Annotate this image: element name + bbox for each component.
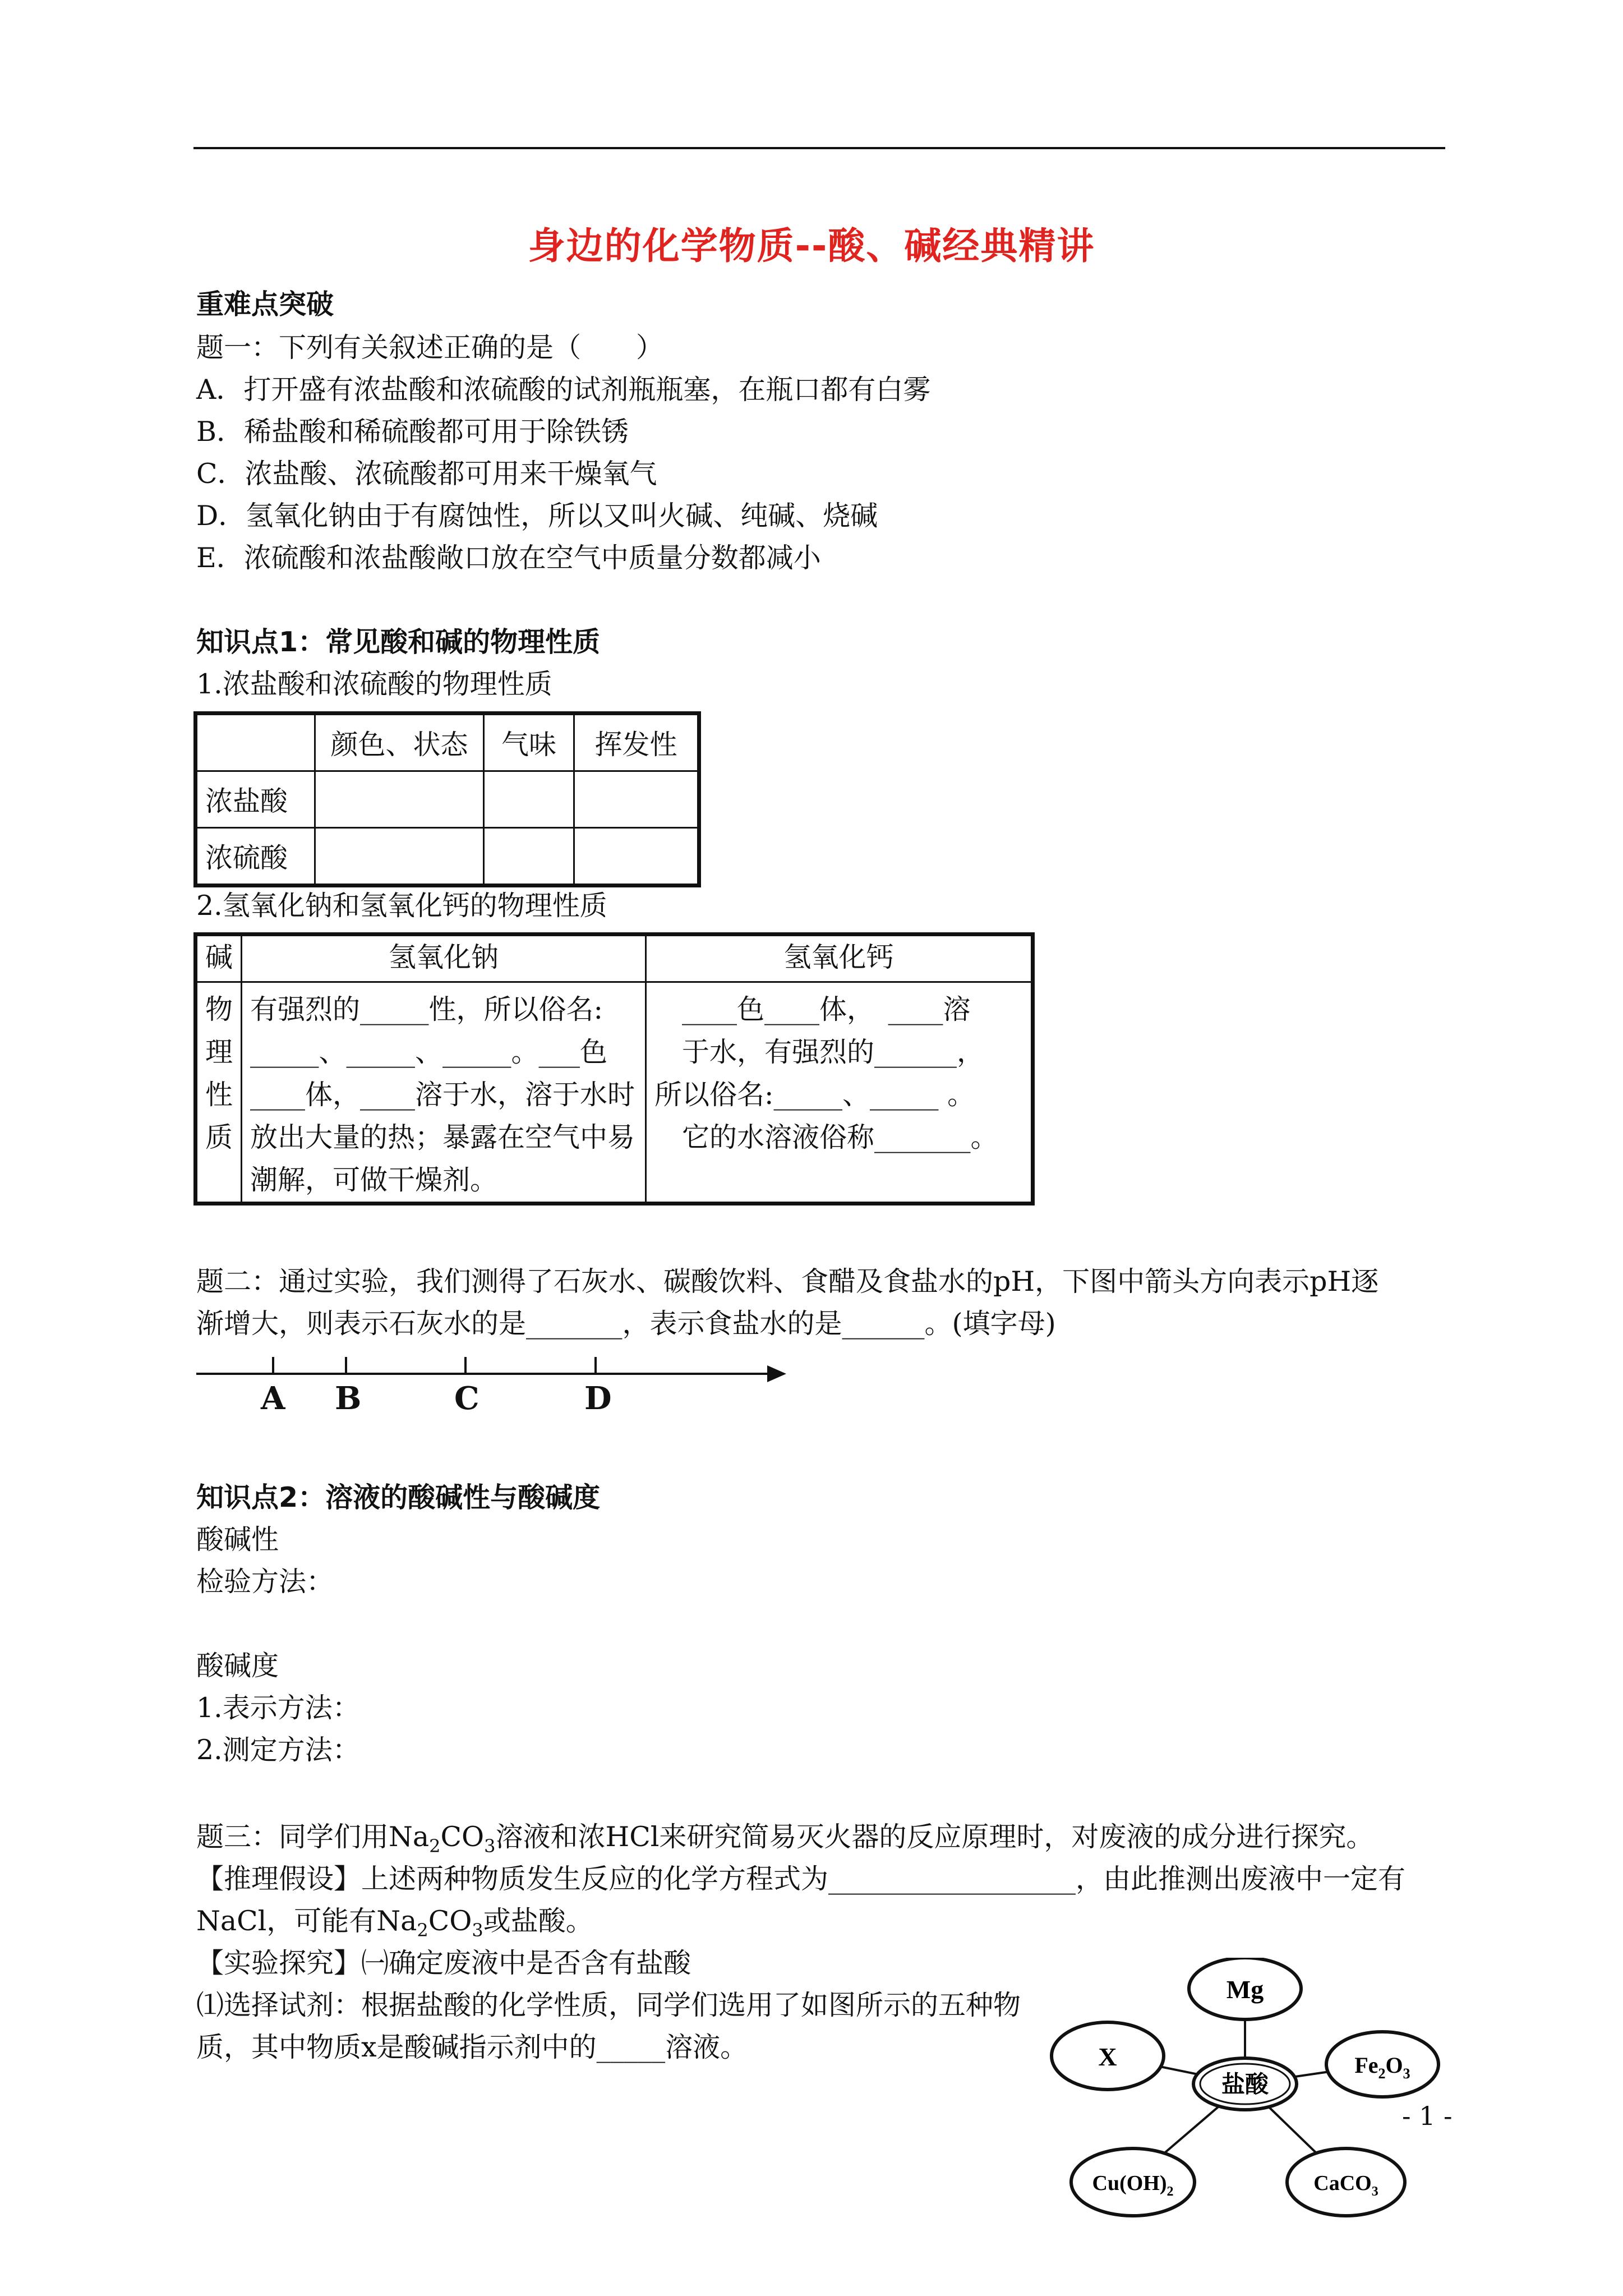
row-label-char: 理 bbox=[205, 1036, 233, 1068]
table-row bbox=[196, 828, 699, 886]
q1-option-e: E．浓硫酸和浓盐酸敞口放在空气中质量分数都减小 bbox=[196, 542, 821, 574]
row-label: 浓硫酸 bbox=[196, 828, 315, 886]
text: 溶液和浓HCl来研究简易灭火器的反应原理时，对废液的成分进行探究。 bbox=[495, 1821, 1374, 1853]
axis-tick bbox=[464, 1357, 467, 1374]
acid-properties-table bbox=[193, 711, 701, 887]
table-header: 挥发性 bbox=[574, 714, 699, 771]
axis-label-a: A bbox=[261, 1380, 285, 1417]
table-row bbox=[196, 982, 1033, 1204]
kp2-l1: 酸碱性 bbox=[196, 1524, 279, 1556]
q1-option-d: D．氢氧化钠由于有腐蚀性，所以又叫火碱、纯碱、烧碱 bbox=[196, 500, 878, 532]
table-cell bbox=[315, 828, 484, 886]
table-header: 氢氧化钙 bbox=[646, 935, 1033, 982]
table-header: 颜色、状态 bbox=[315, 714, 484, 771]
table-cell bbox=[574, 828, 699, 886]
table-header: 碱 bbox=[196, 935, 242, 982]
text-line: 有强烈的_____性，所以俗名: bbox=[250, 993, 603, 1025]
axis-tick bbox=[272, 1357, 274, 1374]
row-label-char: 质 bbox=[205, 1121, 233, 1153]
row-label: 浓盐酸 bbox=[196, 771, 315, 828]
naoh-cell bbox=[242, 982, 646, 1204]
base-properties-table bbox=[193, 932, 1035, 1205]
table-header: 氢氧化钠 bbox=[242, 935, 646, 982]
q3-line4: 【实验探究】㈠确定废液中是否含有盐酸 bbox=[196, 1947, 691, 1979]
q1-option-a: A．打开盛有浓盐酸和浓硫酸的试剂瓶瓶塞，在瓶口都有白雾 bbox=[196, 374, 931, 406]
table-cell bbox=[574, 771, 699, 828]
page-title: 身边的化学物质--酸、碱经典精讲 bbox=[528, 224, 1095, 268]
table-cell bbox=[484, 771, 574, 828]
q1-option-b: B．稀盐酸和稀硫酸都可用于除铁锈 bbox=[196, 416, 629, 448]
subscript: 3 bbox=[472, 1919, 483, 1941]
node-label-center: 盐酸 bbox=[1221, 2070, 1269, 2098]
q3-line2: 【推理假设】上述两种物质发生反应的化学方程式为__________________，由此推测出废液中一定有 bbox=[196, 1863, 1406, 1895]
caoh-cell bbox=[646, 982, 1033, 1204]
q3-line5: ⑴选择试剂：根据盐酸的化学性质，同学们选用了如图所示的五种物 bbox=[196, 1989, 1021, 2021]
text-line: 于水，有强烈的______， bbox=[654, 1036, 985, 1068]
axis-tick bbox=[345, 1357, 347, 1374]
text: 或盐酸。 bbox=[483, 1905, 593, 1937]
q2-line2: 渐增大，则表示石灰水的是_______，表示食盐水的是______。(填字母) bbox=[196, 1308, 1056, 1340]
q1-option-c: C．浓盐酸、浓硫酸都可用来干燥氧气 bbox=[196, 458, 657, 490]
node-label-cuoh2: $Cu(OH)_2$ bbox=[1092, 2171, 1174, 2199]
page-number: - 1 - bbox=[1402, 2101, 1453, 2131]
subscript: 2 bbox=[429, 1835, 441, 1857]
table-cell bbox=[484, 828, 574, 886]
q3-line6: 质，其中物质x是酸碱指示剂中的_____溶液。 bbox=[196, 2031, 748, 2063]
table-row bbox=[196, 935, 1033, 982]
subscript: 3 bbox=[484, 1835, 496, 1857]
row-label-char: 物 bbox=[205, 993, 233, 1025]
header-rule bbox=[193, 147, 1445, 149]
subscript: 2 bbox=[417, 1919, 428, 1941]
table-row bbox=[196, 771, 699, 828]
text-line: ____色____体， ____溶 bbox=[654, 993, 971, 1025]
text: CO bbox=[428, 1905, 472, 1937]
axis-label-b: B bbox=[335, 1380, 362, 1417]
row-label bbox=[196, 982, 242, 1204]
kp1-sub2: 2.氢氧化钠和氢氧化钙的物理性质 bbox=[196, 890, 607, 922]
text-line: ____体，____溶于水，溶于水时 bbox=[250, 1079, 635, 1111]
kp2-l4: 1.表示方法： bbox=[196, 1692, 360, 1724]
node-label-caco3: CaCO$_3$ bbox=[1313, 2171, 1378, 2199]
text: NaCl，可能有Na bbox=[196, 1905, 417, 1937]
q3-line3 bbox=[196, 1904, 593, 1947]
text: 题三：同学们用Na bbox=[196, 1821, 430, 1853]
table-header: 气味 bbox=[484, 714, 574, 771]
text-line: 所以俗名:_____、_____ 。 bbox=[654, 1079, 975, 1111]
table-cell bbox=[315, 771, 484, 828]
table-row bbox=[196, 714, 699, 771]
text-line: 它的水溶液俗称_______。 bbox=[654, 1121, 998, 1153]
kp1-heading: 知识点1：常见酸和碱的物理性质 bbox=[196, 626, 601, 658]
text-line: 潮解，可做干燥剂。 bbox=[250, 1164, 498, 1196]
q3-line1 bbox=[196, 1820, 1373, 1863]
kp1-sub1: 1.浓盐酸和浓硫酸的物理性质 bbox=[196, 668, 552, 700]
node-label-x: X bbox=[1098, 2042, 1117, 2071]
axis-tick bbox=[594, 1357, 597, 1374]
axis-label-c: C bbox=[454, 1380, 479, 1417]
ph-axis-line bbox=[196, 1373, 774, 1375]
node-fe2o3 bbox=[1326, 2032, 1438, 2097]
text: CO bbox=[440, 1821, 485, 1853]
q2-line1: 题二：通过实验，我们测得了石灰水、碳酸饮料、食醋及食盐水的pH，下图中箭头方向表示pH逐 bbox=[196, 1266, 1379, 1297]
kp2-heading: 知识点2：溶液的酸碱性与酸碱度 bbox=[196, 1481, 601, 1513]
q1-stem: 题一：下列有关叙述正确的是（ ） bbox=[196, 332, 664, 364]
table-cell bbox=[196, 714, 315, 771]
kp2-l5: 2.测定方法： bbox=[196, 1734, 360, 1766]
node-label-mg: Mg bbox=[1226, 1975, 1264, 2004]
row-label-char: 性 bbox=[205, 1079, 233, 1111]
text-line: _____、_____、_____。___色 bbox=[250, 1036, 608, 1068]
kp2-l2: 检验方法： bbox=[196, 1566, 334, 1598]
node-label-fe2o3: $Fe_2O_3$ bbox=[1354, 2053, 1410, 2082]
kp2-l3: 酸碱度 bbox=[196, 1650, 279, 1682]
section-heading: 重难点突破 bbox=[196, 288, 334, 320]
text-line: 放出大量的热；暴露在空气中易 bbox=[250, 1121, 635, 1153]
axis-label-d: D bbox=[584, 1380, 612, 1417]
arrow-right-icon bbox=[767, 1365, 786, 1382]
hydrochloric-acid-diagram bbox=[1049, 1958, 1441, 2221]
